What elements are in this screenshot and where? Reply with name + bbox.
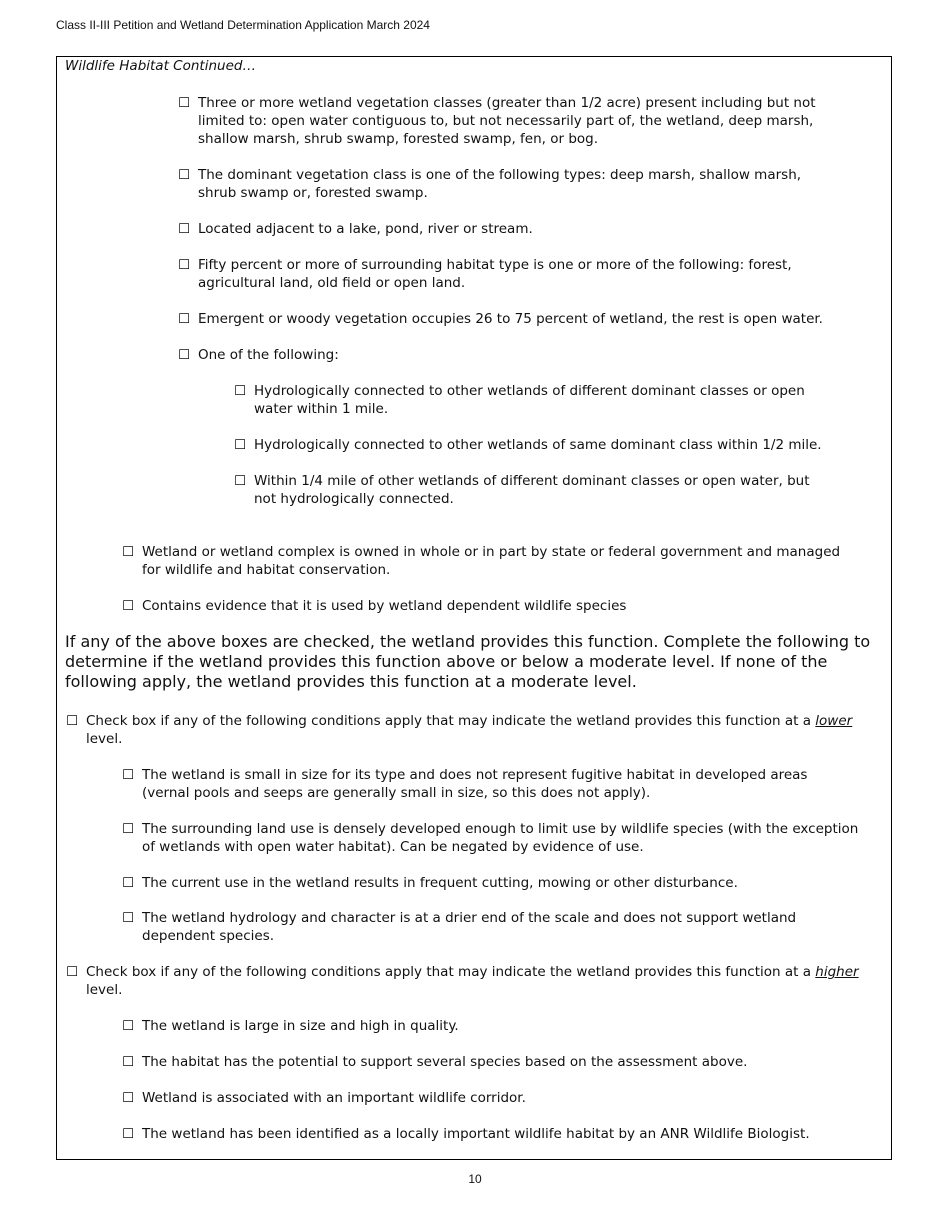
higher-level-checkbox[interactable] <box>66 963 866 999</box>
checkbox-item[interactable] <box>122 1125 862 1143</box>
checkbox-item[interactable] <box>178 220 858 238</box>
checkbox-icon[interactable]: ☐ <box>178 221 191 237</box>
checkbox-label: Within 1/4 mile of other wetlands of different dominant classes or open water, but not hydrologically connected. <box>254 473 810 507</box>
page-header: Class II-III Petition and Wetland Determination Application March 2024 <box>56 18 430 32</box>
checkbox-item[interactable] <box>178 310 883 328</box>
checkbox-item[interactable] <box>122 909 802 945</box>
lower-emphasis: lower <box>815 713 853 729</box>
checkbox-label: Hydrologically connected to other wetlands of different dominant classes or open water within 1 mile. <box>254 383 805 417</box>
checkbox-label: Check box if any of the following conditions apply that may indicate the wetland provides this function at a lower level. <box>86 713 853 747</box>
checkbox-icon[interactable]: ☐ <box>122 875 135 891</box>
checkbox-item[interactable] <box>234 382 829 418</box>
checkbox-label: The wetland is large in size and high in quality. <box>142 1018 459 1034</box>
checkbox-label: Wetland or wetland complex is owned in whole or in part by state or federal government and managed for wildlife and habitat conservation. <box>142 544 841 578</box>
checkbox-label: Located adjacent to a lake, pond, river or stream. <box>198 221 533 237</box>
checkbox-label: Check box if any of the following conditions apply that may indicate the wetland provides this function at a higher level. <box>86 964 859 998</box>
checkbox-label: Fifty percent or more of surrounding habitat type is one or more of the following: forest, agricultural land, old field or open land. <box>198 257 792 291</box>
checkbox-icon[interactable]: ☐ <box>122 767 135 783</box>
checkbox-item[interactable] <box>122 597 847 615</box>
checkbox-item[interactable] <box>234 436 874 454</box>
checkbox-icon[interactable]: ☐ <box>178 311 191 327</box>
instruction-paragraph: If any of the above boxes are checked, the wetland provides this function. Complete the following to determine if the wetland provides this function above or below a moderate level. If none of the following apply, the wetland provides this function at a moderate level. <box>65 632 871 691</box>
checkbox-icon[interactable]: ☐ <box>122 821 135 837</box>
higher-emphasis: higher <box>815 964 859 980</box>
checkbox-item[interactable] <box>234 472 834 508</box>
checkbox-icon[interactable]: ☐ <box>178 257 191 273</box>
checkbox-label: Contains evidence that it is used by wetland dependent wildlife species <box>142 598 627 614</box>
checkbox-label: The habitat has the potential to support several species based on the assessment above. <box>142 1054 748 1070</box>
checkbox-label: Wetland is associated with an important wildlife corridor. <box>142 1090 526 1106</box>
checkbox-item[interactable] <box>178 94 828 148</box>
checkbox-icon[interactable]: ☐ <box>122 1126 135 1142</box>
checkbox-item[interactable] <box>178 166 828 202</box>
checkbox-icon[interactable]: ☐ <box>66 713 79 729</box>
checkbox-icon[interactable]: ☐ <box>122 1090 135 1106</box>
checkbox-icon[interactable]: ☐ <box>234 437 247 453</box>
checkbox-label: One of the following: <box>198 347 339 363</box>
checkbox-icon[interactable]: ☐ <box>234 383 247 399</box>
checkbox-item[interactable] <box>122 874 842 892</box>
checkbox-icon[interactable]: ☐ <box>66 964 79 980</box>
checkbox-item[interactable] <box>122 1053 842 1071</box>
checkbox-icon[interactable]: ☐ <box>122 544 135 560</box>
page-number: 10 <box>468 1172 482 1186</box>
checkbox-icon[interactable]: ☐ <box>178 95 191 111</box>
checkbox-label: The current use in the wetland results in frequent cutting, mowing or other disturbance. <box>142 875 738 891</box>
checkbox-item[interactable] <box>122 820 872 856</box>
checkbox-label: Three or more wetland vegetation classes (greater than 1/2 acre) present including but not limited to: open water contiguous to, but not necessarily part of, the wetland, deep marsh, shallow marsh, shrub swamp, forested swamp, fen, or bog. <box>198 95 816 147</box>
checkbox-icon[interactable]: ☐ <box>122 598 135 614</box>
checkbox-item[interactable] <box>178 346 858 364</box>
checkbox-item[interactable] <box>122 766 812 802</box>
checkbox-label: The wetland has been identified as a locally important wildlife habitat by an ANR Wildlife Biologist. <box>142 1126 810 1142</box>
checkbox-icon[interactable]: ☐ <box>122 1054 135 1070</box>
checkbox-label: The wetland is small in size for its type and does not represent fugitive habitat in developed areas (vernal pools and seeps are generally small in size, so this does not apply). <box>142 767 808 801</box>
checkbox-icon[interactable]: ☐ <box>178 167 191 183</box>
checkbox-icon[interactable]: ☐ <box>178 347 191 363</box>
form-frame <box>56 56 892 1160</box>
checkbox-item[interactable] <box>122 543 847 579</box>
checkbox-label: The wetland hydrology and character is at a drier end of the scale and does not support wetland dependent species. <box>142 910 797 944</box>
checkbox-label: Hydrologically connected to other wetlands of same dominant class within 1/2 mile. <box>254 437 822 453</box>
checkbox-label: The surrounding land use is densely developed enough to limit use by wildlife species (with the exception of wetlands with open water habitat). Can be negated by evidence of use. <box>142 821 859 855</box>
checkbox-icon[interactable]: ☐ <box>122 910 135 926</box>
checkbox-label: Emergent or woody vegetation occupies 26 to 75 percent of wetland, the rest is open water. <box>198 311 823 327</box>
checkbox-item[interactable] <box>122 1089 842 1107</box>
checkbox-icon[interactable]: ☐ <box>234 473 247 489</box>
checkbox-item[interactable] <box>178 256 803 292</box>
checkbox-icon[interactable]: ☐ <box>122 1018 135 1034</box>
checkbox-item[interactable] <box>122 1017 842 1035</box>
checkbox-label: The dominant vegetation class is one of the following types: deep marsh, shallow marsh, shrub swamp or, forested swamp. <box>198 167 802 201</box>
section-title: Wildlife Habitat Continued… <box>65 58 256 74</box>
lower-level-checkbox[interactable] <box>66 712 866 748</box>
